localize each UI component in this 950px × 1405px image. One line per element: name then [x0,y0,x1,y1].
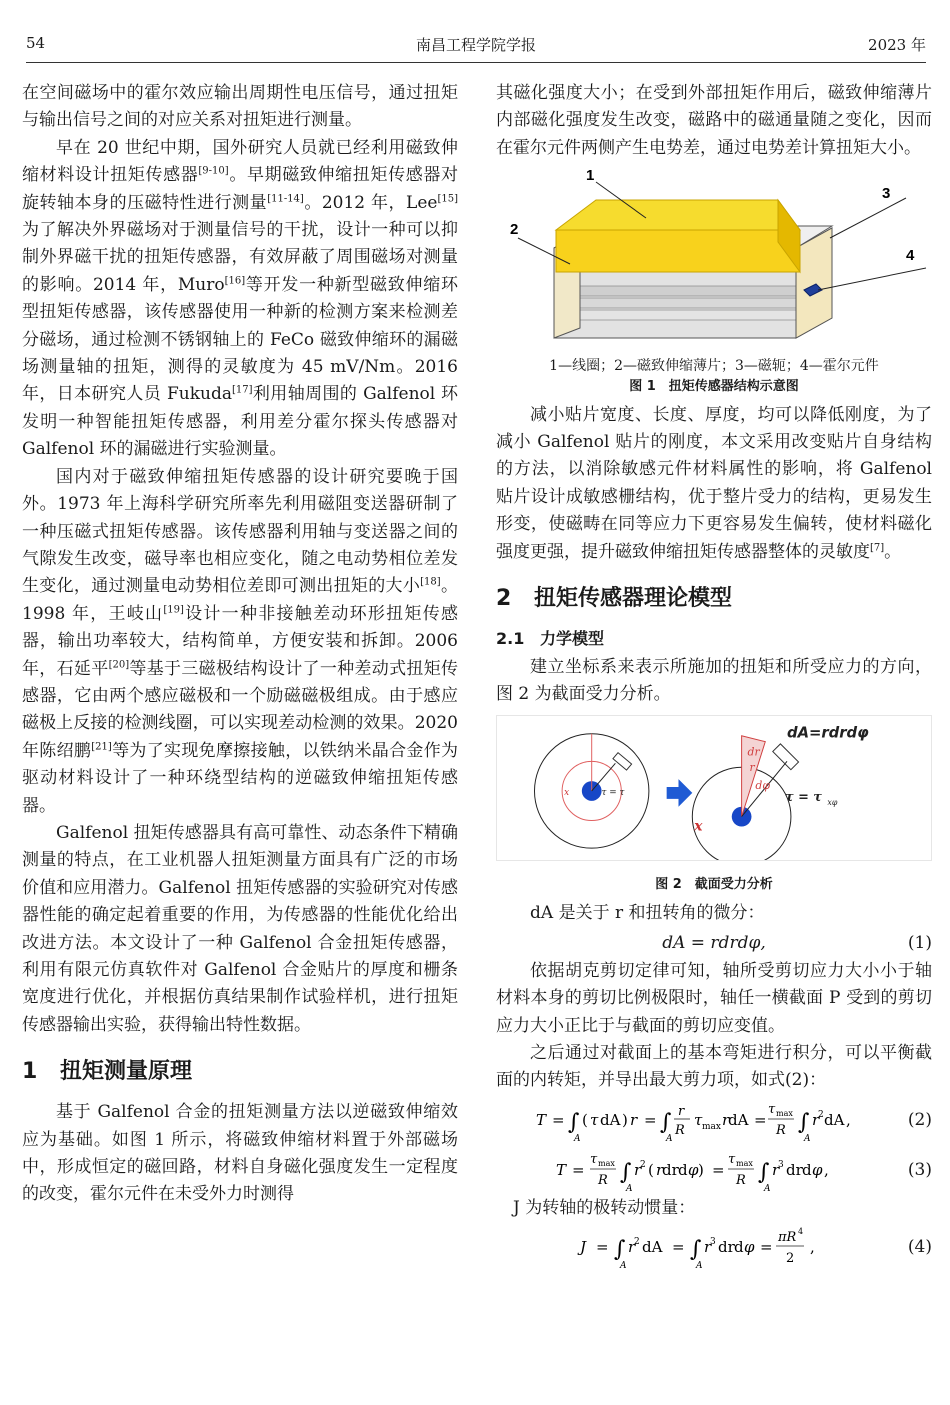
fig2-tau: τ = τ [785,789,822,805]
svg-text:φ: φ [688,1160,699,1179]
paragraph: 国内对于磁致伸缩扭矩传感器的设计研究要晚于国外。1973 年上海科学研究所率先利用磁阻变送器研制了一种压磁式扭矩传感器。该传感器利用轴与变送器之间的气隙发生改变，磁导率也相应变化，随之电动势相位差发生变化，通过测量电动势相位差即可测出扭矩的大小[18]。1998 年，王岐山[19]设计一种非接触差动环形扭矩传感器，输出功率较大，结构简单，方便安装和拆卸。2006 年，石延平[20]等基于三磁极结构设计了一种差动式扭矩传感器，它由两个感应磁极和一个励磁磁极组成。由于感应磁极上反接的检测线圈，可以实现差动检测的效果。2020 年陈绍鹏[21]等为了实现免摩擦接触，以铁纳米晶合金作为驱动材料设计了一种环绕型结构的逆磁致伸缩扭矩传感器。 [22,466,459,816]
svg-text:,: , [824,1160,829,1179]
svg-text:2: 2 [786,1251,795,1267]
svg-text:r: r [628,1238,636,1257]
svg-text:,: , [846,1110,851,1129]
transition-arrow-icon [667,779,693,807]
fig1-label-4: 4 [906,247,915,265]
paragraph: 早在 20 世纪中期，国外研究人员就已经利用磁致伸缩材料设计扭矩传感器[9-10]。早期磁致伸缩扭矩传感器对旋转轴本身的压磁特性进行测量[11-14]。2012 年，Lee[15]为了解决外界磁场对于测量信号的干扰，设计一种可以抑制外界磁干扰的扭矩传感器，有效屏蔽了周围磁场对测量的影响。2014 年，Muro[16]等开发一种新型磁致伸缩环型扭矩传感器，该传感器使用一种新的检测方案来检测差分磁场，通过检测不锈钢轴上的 FeCo 磁致伸缩环的漏磁场测量轴的扭矩，测得的灵敏度为 45 mV/Nm。2016 年，日本研究人员 Fukuda[17]利用轴周围的 Galfenol 环发明一种智能扭矩传感器，利用差分霍尔探头传感器对 Galfenol 环的漏磁进行实验测量。 [22,137,459,460]
svg-text:=: = [754,1110,767,1129]
right-column [496,80,932,1272]
svg-text:τ = τ: τ = τ [601,787,625,798]
svg-text:(: ( [648,1160,654,1179]
svg-text:dA: dA [824,1110,845,1129]
paragraph: 之后通过对截面上的基本弯矩进行积分，可以平衡截面的内转矩，并导出最大剪力项，如式(2)： [496,1042,932,1091]
svg-text:τ: τ [694,1110,703,1129]
paragraph: 建立坐标系来表示所施加的扭矩和所受应力的方向，图 2 为截面受力分析。 [496,657,932,705]
svg-text:max: max [776,1108,793,1118]
equation-number: (4) [907,1237,932,1258]
paragraph: 在空间磁场中的霍尔效应输出周期性电压信号，通过扭矩与输出信号之间的对应关系对扭矩进行测量。 [22,83,458,131]
svg-text:A: A [666,1133,673,1144]
equation-4 [496,1222,932,1272]
svg-text:τ: τ [728,1151,736,1167]
svg-text:∫: ∫ [568,1109,580,1135]
svg-text:2: 2 [818,1109,824,1120]
svg-text:dr: dr [747,745,760,759]
svg-text:dA: dA [642,1238,663,1257]
svg-text:): ) [698,1160,704,1179]
figure-1-legend: 1—线圈；2—磁致伸缩薄片；3—磁轭；4—霍尔元件 [549,357,879,374]
svg-text:dA: dA [728,1110,749,1129]
svg-text:dφ: dφ [755,778,770,792]
coil-top [556,200,800,230]
fig2-x-label: x [694,818,703,835]
svg-text:∫: ∫ [798,1109,810,1135]
svg-text:∫: ∫ [660,1109,672,1135]
citation: [9-10] [198,165,229,177]
svg-text:=: = [672,1238,685,1257]
svg-text:R: R [736,1172,746,1188]
citation: [21] [91,741,112,753]
svg-text:r: r [722,1110,730,1129]
svg-text:r: r [634,1160,642,1179]
fig2-tau-subscript: xφ [827,797,838,807]
svg-text:3: 3 [710,1237,716,1248]
header-rule [26,62,926,63]
paragraph: Galfenol 扭矩传感器具有高可靠性、动态条件下精确测量的特点，在工业机器人扭矩测量方面具有广泛的市场价值和应用潜力。Galfenol 扭矩传感器的实验研究对传感器性能的确定起着重要的作用，为传感器的性能优化给出改进方法。本文设计了一种 Galfenol 合金扭矩传感器，利用有限元仿真软件对 Galfenol 合金贴片的厚度和栅条宽度进行优化，并根据仿真结果制作试验样机，进行扭矩传感器输出实验，获得输出特性数据。 [22,822,458,1035]
paragraph: 减小贴片宽度、长度、厚度，均可以降低刚度，为了减小 Galfenol 贴片的刚度，本文采用改变贴片自身结构的方法，以消除敏感元件材料属性的影响，将 Galfenol 贴片设计成敏感栅结构，优于整片受力的结构，更易发生形变，使磁畴在同等应力下更容易发生偏转，使材料磁化强度更强，提升磁致伸缩扭矩传感器整体的灵敏度[7]。 [496,404,932,562]
svg-text:d: d [802,1160,812,1179]
publication-year: 2023 年 [868,36,926,54]
paragraph: 基于 Galfenol 合金的扭矩测量方法以逆磁致伸缩效应为基础。如图 1 所示，将磁致伸缩材料置于外部磁场中，形成恒定的磁回路，材料自身磁化强度发生一定程度的改变，霍尔元件在未受外力时测得 [22,1102,458,1205]
svg-text:x: x [564,787,570,798]
svg-text:d: d [734,1238,744,1257]
subsection-heading: 2.1 力学模型 [496,629,605,649]
paragraph: 其磁化强度大小；在受到外部扭矩作用后，磁致伸缩薄片内部磁化强度发生改变，磁路中的磁通量随之变化，因而在霍尔元件两侧产生电势差，通过电势差计算扭矩大小。 [496,83,932,158]
citation: [18] [420,576,441,588]
section-heading: 2 扭矩传感器理论模型 [496,586,733,612]
svg-text:dr: dr [662,1160,679,1179]
svg-text:r: r [678,1103,685,1119]
figure-2-cross-section [496,715,932,861]
citation: [15] [437,192,459,204]
svg-text:A: A [804,1133,811,1144]
svg-text:4: 4 [798,1227,804,1237]
svg-text:(: ( [582,1110,588,1129]
svg-text:πR: πR [778,1230,797,1246]
yoke-right [796,228,832,338]
fig1-label-3: 3 [882,185,891,203]
figure-2-caption: 图 2 截面受力分析 [655,877,773,893]
svg-text:2: 2 [634,1237,640,1248]
paragraph: dA 是关于 r 和扭转角的微分： [530,903,765,924]
fig2-area-formula: dA=rdrdφ [786,724,869,742]
svg-text:=: = [572,1160,585,1179]
equation-2 [496,1095,932,1145]
svg-text:r: r [630,1110,638,1129]
svg-text:dr: dr [718,1238,735,1257]
svg-text:A: A [574,1133,581,1144]
svg-text:A: A [620,1261,627,1272]
equation-number: (1) [907,932,932,953]
svg-text:r: r [772,1160,780,1179]
figure-1-sensor-diagram [496,168,932,346]
svg-text:T: T [556,1160,567,1179]
citation: [16] [224,275,246,287]
citation: [11-14] [267,192,304,204]
svg-text:r: r [704,1238,712,1257]
svg-text:τ: τ [768,1101,776,1117]
svg-text:=: = [552,1110,565,1129]
figure-1-caption: 图 1 扭矩传感器结构示意图 [629,378,799,394]
fig1-label-1: 1 [586,168,595,185]
citation: [7] [870,542,885,553]
svg-text:=: = [760,1238,773,1257]
svg-text:max: max [736,1158,753,1168]
citation: [17] [231,384,253,396]
journal-title: 南昌工程学院学报 [415,36,536,54]
svg-text:φ: φ [812,1160,823,1179]
svg-text:=: = [596,1238,609,1257]
svg-text:r: r [812,1110,820,1129]
svg-text:R: R [675,1122,685,1138]
svg-text:φ: φ [744,1238,755,1257]
page-header [26,34,926,58]
svg-text:∫: ∫ [758,1159,770,1185]
paragraph: 依据胡克剪切定律可知，轴所受剪切应力大小小于轴材料本身的剪切比例极限时，轴任一横截面 P 受到的剪切应力大小正比于与截面的剪切应变值。 [496,960,932,1036]
svg-text:τ: τ [590,1151,598,1167]
svg-text:3: 3 [778,1159,784,1170]
fig1-label-2: 2 [510,221,519,239]
svg-text:A: A [764,1183,771,1194]
svg-text:dr: dr [786,1160,803,1179]
svg-text:=: = [712,1160,725,1179]
page-number: 54 [26,34,46,52]
svg-text:R: R [776,1122,786,1138]
svg-text:∫: ∫ [690,1237,702,1263]
equation-number: (2) [907,1109,932,1130]
svg-text:r: r [749,761,755,775]
svg-text:max: max [598,1158,615,1168]
svg-text:∫: ∫ [614,1237,626,1263]
svg-text:R: R [598,1172,608,1188]
svg-text:): ) [622,1110,628,1129]
equation-1: dA = rdrdφ, (1) [496,928,932,958]
section-heading: 1 扭矩测量原理 [22,1059,193,1085]
citation: [20] [108,658,130,670]
svg-text:dA: dA [600,1110,621,1129]
svg-text:2: 2 [640,1159,646,1170]
svg-text:=: = [644,1110,657,1129]
paragraph: J 为转轴的极转动惯量： [513,1197,696,1218]
citation: [19] [163,604,184,616]
svg-text:T: T [536,1110,547,1129]
svg-text:d: d [678,1160,688,1179]
svg-text:∫: ∫ [620,1159,632,1185]
equation-3 [496,1145,932,1195]
left-column [22,80,458,1209]
svg-text:J: J [580,1238,587,1257]
svg-text:max: max [702,1121,721,1132]
svg-text:A: A [696,1261,703,1272]
svg-text:τ: τ [590,1110,599,1129]
svg-text:A: A [626,1183,633,1194]
equation-number: (3) [907,1159,932,1180]
svg-text:,: , [810,1238,815,1257]
svg-text:r: r [656,1160,664,1179]
